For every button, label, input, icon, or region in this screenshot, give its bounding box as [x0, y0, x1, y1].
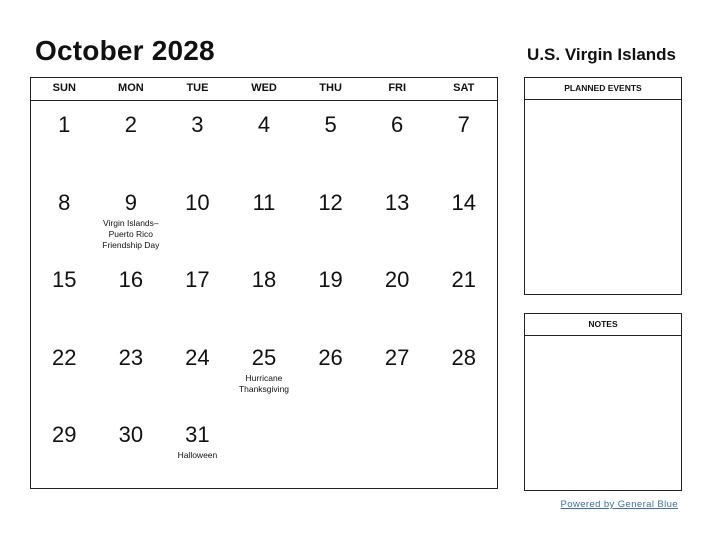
notes-panel [524, 313, 682, 491]
region-label: U.S. Virgin Islands [527, 45, 676, 64]
day-cell [364, 100, 431, 178]
day-number: 28 [451, 344, 476, 370]
day-cell [31, 410, 98, 488]
day-number: 11 [252, 189, 276, 215]
day-cell [164, 333, 231, 411]
planned-events-heading: PLANNED EVENTS [525, 78, 681, 100]
day-number: 5 [324, 112, 337, 137]
day-cell [31, 255, 98, 333]
day-cell [98, 255, 165, 333]
day-number: 1 [58, 112, 71, 137]
day-number: 16 [118, 267, 144, 293]
day-number: 14 [451, 189, 476, 215]
day-cell [98, 178, 165, 256]
day-cell [297, 410, 364, 488]
weekday-wed: WED [251, 82, 277, 94]
day-cell [164, 410, 231, 488]
day-number: 19 [318, 267, 343, 293]
day-number: 25 [251, 344, 277, 370]
weekday-thu: THU [319, 82, 342, 94]
planned-events-panel [524, 77, 682, 295]
day-number: 10 [185, 189, 210, 215]
weekday-fri: FRI [388, 82, 407, 94]
day-number: 23 [118, 344, 144, 370]
day-cell [231, 255, 298, 333]
day-cell [31, 333, 98, 411]
day-number: 24 [185, 344, 210, 370]
day-number: 15 [52, 267, 77, 293]
day-cell [231, 333, 298, 411]
day-cell [231, 410, 298, 488]
day-number: 3 [191, 112, 204, 137]
calendar-title: October 2028 [35, 35, 215, 66]
weekday-mon: MON [118, 82, 144, 94]
day-cell [430, 410, 497, 488]
day-number: 26 [318, 344, 343, 370]
day-cell [31, 178, 98, 256]
day-cell [297, 100, 364, 178]
day-cell [364, 333, 431, 411]
day-number: 9 [124, 189, 137, 215]
day-cell [98, 100, 165, 178]
weekday-header [31, 78, 497, 101]
day-cell [430, 100, 497, 178]
weekday-tue: TUE [186, 82, 209, 94]
weekday-sat: SAT [453, 82, 475, 94]
day-number: 4 [257, 112, 271, 137]
day-number: 31 [185, 422, 210, 448]
day-cell [297, 255, 364, 333]
notes-heading: NOTES [525, 314, 681, 336]
day-cell [231, 178, 298, 256]
day-number: 8 [58, 189, 71, 215]
day-cell [364, 255, 431, 333]
day-cell [164, 100, 231, 178]
day-cell [430, 333, 497, 411]
day-number: 29 [52, 422, 77, 448]
day-cell [364, 410, 431, 488]
event-label: Hurricane Thanksgiving [238, 372, 290, 394]
day-number: 18 [251, 267, 277, 293]
day-cell [297, 333, 364, 411]
day-cell [98, 410, 165, 488]
event-label: Halloween [177, 450, 218, 461]
event-label: Virgin Islands–Puerto Rico Friendship Day [102, 217, 160, 250]
day-cell [430, 178, 497, 256]
day-number: 21 [451, 267, 476, 293]
day-cells [31, 100, 497, 488]
calendar-grid [30, 77, 498, 489]
day-number: 30 [118, 422, 144, 448]
day-number: 6 [391, 112, 404, 137]
day-number: 2 [124, 112, 137, 137]
day-cell [231, 100, 298, 178]
day-number: 27 [384, 344, 410, 370]
day-cell [98, 333, 165, 411]
day-number: 13 [384, 189, 410, 215]
weekday-sun: SUN [52, 82, 76, 94]
day-cell [430, 255, 497, 333]
day-cell [164, 178, 231, 256]
day-number: 7 [457, 112, 470, 137]
day-cell [297, 178, 364, 256]
powered-by-link[interactable]: Powered by General Blue [560, 499, 678, 510]
day-cell [31, 100, 98, 178]
day-number: 22 [52, 344, 77, 370]
day-cell [364, 178, 431, 256]
day-cell [164, 255, 231, 333]
day-number: 20 [384, 267, 410, 293]
day-number: 17 [185, 267, 210, 293]
day-number: 12 [318, 189, 343, 215]
